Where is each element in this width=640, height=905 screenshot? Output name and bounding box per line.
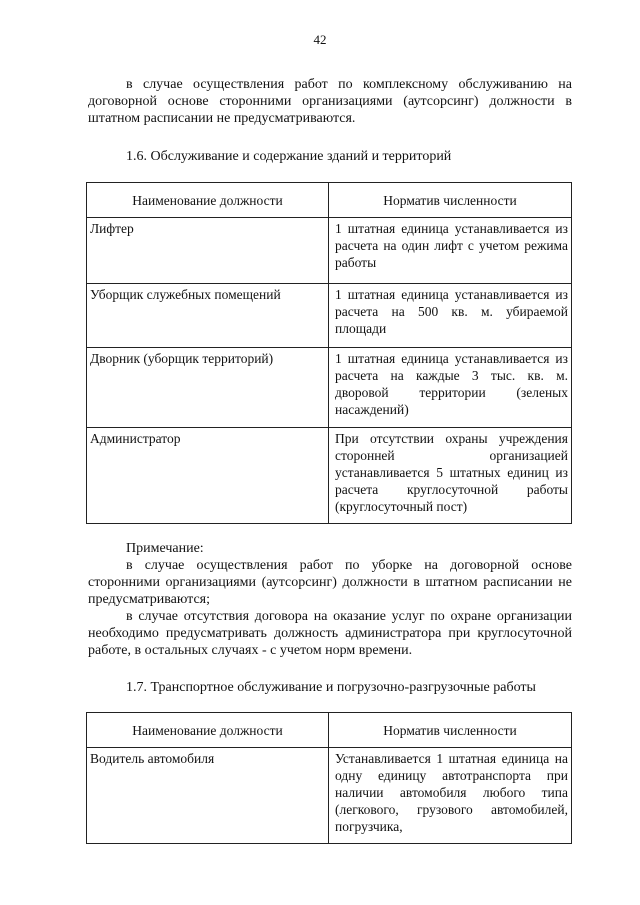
table-header-row [87, 713, 572, 748]
position-cell: Администратор [87, 428, 329, 524]
table-row [87, 284, 572, 348]
norm-cell: 1 штатная единица устанавливается из расчета на каждые 3 тыс. кв. м. дворовой территории (зеленых насаждений) [329, 348, 572, 428]
norm-cell: 1 штатная единица устанавливается из расчета на 500 кв. м. убираемой площади [329, 284, 572, 348]
table-row [87, 748, 572, 844]
table-row [87, 348, 572, 428]
column-header-norm: Норматив численности [329, 713, 572, 748]
column-header-position: Наименование должности [87, 183, 329, 218]
note-item: в случае осуществления работ по уборке на договорной основе сторонними организациями (аутсорсинг) должности в штатном расписании не предусматриваются; [88, 558, 572, 607]
note-title: Примечание: [126, 541, 204, 556]
position-cell: Уборщик служебных помещений [87, 284, 329, 348]
table-row [87, 428, 572, 524]
page-number: 42 [313, 32, 327, 47]
norm-cell: Устанавливается 1 штатная единица на одну единицу автотранспорта при наличии автомобиля любого типа (легкового, грузового автомобилей, погрузчика, [329, 748, 572, 844]
position-cell: Водитель автомобиля [87, 748, 329, 844]
section-1-7-table [86, 712, 572, 844]
column-header-norm: Норматив численности [329, 183, 572, 218]
position-cell: Дворник (уборщик территорий) [87, 348, 329, 428]
note-block [88, 540, 572, 659]
column-header-position: Наименование должности [87, 713, 329, 748]
intro-paragraph: в случае осуществления работ по комплексному обслуживанию на договорной основе сторонними организациями (аутсорсинг) должности в штатном расписании не предусматриваются. [88, 77, 572, 126]
section-1-7-heading: 1.7. Транспортное обслуживание и погрузочно-разгрузочные работы [126, 680, 536, 695]
position-cell: Лифтер [87, 218, 329, 284]
table-row [87, 218, 572, 284]
note-item: в случае отсутствия договора на оказание услуг по охране организации необходимо предусматривать должность администратора при круглосуточной работе, в остальных случаях - с учетом норм времени. [88, 609, 572, 658]
section-1-6-table [86, 182, 572, 524]
section-1-6-heading: 1.6. Обслуживание и содержание зданий и территорий [126, 149, 452, 164]
norm-cell: При отсутствии охраны учреждения сторонней организацией устанавливается 5 штатных единиц из расчета круглосуточной работы (круглосуточный пост) [329, 428, 572, 524]
table-header-row [87, 183, 572, 218]
norm-cell: 1 штатная единица устанавливается из расчета на один лифт с учетом режима работы [329, 218, 572, 284]
